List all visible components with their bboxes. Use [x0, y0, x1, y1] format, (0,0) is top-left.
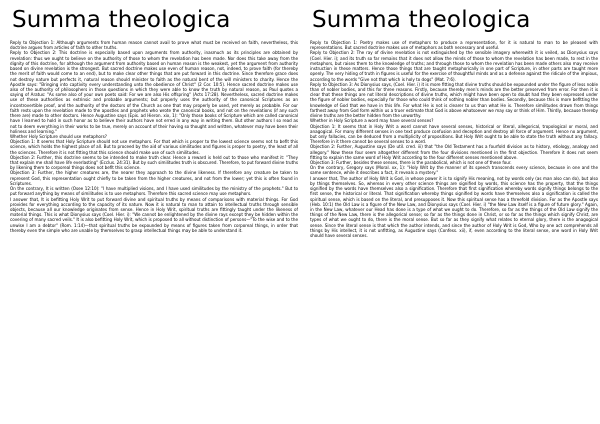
paragraph: Objection 3: Further, the higher creatures are, the nearer they approach to the divine likeness. If therefore any creature be taken to represent God, this representation ought chiefly to be taken from the higher creatures, and not from the lower; yet this is often found in Scriptures.: [10, 170, 298, 186]
page-body: [310, 40, 598, 238]
paragraph: Whether in Holy Scripture a word may have several senses?: [310, 118, 434, 124]
paragraph: I answer that, The author of Holy Writ is God, in whose power it is to signify His meaning, not by words only (as man also can do), but also by things themselves. So, whereas in every other science things are signified by words, this science has the property, that the things signified by the words have themselves also a signification. Therefore that first signification whereby words signify things belongs to the first sense, the historical or literal. That signification whereby things signified by words have themselves also a signification is called the spiritual sense, which is based on the literal, and presupposes it. Now this spiritual sense has a threefold division. For as the Apostle says (Heb. 10:1) the Old Law is a figure of the New Law, and Dionysius says (Coel. Hier. i) "the New Law itself is a figure of future glory." Again, in the New Law, whatever our Head has done is a type of what we ought to do. Therefore, so far as the things of the Old Law signify the things of the New Law, there is the allegorical sense; so far as the things done in Christ, or so far as the things which signify Christ, are types of what we ought to do, there is the moral sense. But so far as they signify what relates to eternal glory, there is the anagogical sense. Since the literal sense is that which the author intends, and since the author of Holy Writ is God, Who by one act comprehends all things by His intellect, it is not unfitting, as Augustine says (Confess. xii), if, even according to the literal sense, one word in Holy Writ should have several senses.: [310, 175, 598, 239]
page-title: Summa theologica: [312, 7, 531, 33]
page-body: [10, 40, 298, 233]
paragraph: Objection 2: Further, this doctrine seems to be intended to make truth clear. Hence a reward is held out to those who manifest it: "They that explain me shall have life everlasting" (Ecclus. 24:31). But by such similitudes truth is obscured. Therefore, to put forward divine truths by likening them to corporeal things does not befit this science.: [10, 154, 298, 171]
page-title: Summa theologica: [12, 7, 231, 33]
paragraph: On the contrary, Gregory says (Moral. xx, 1): "Holy Writ by the manner of its speech transcends every science, because in one and the same sentence, while it describes a fact, it reveals a mystery.": [310, 165, 598, 176]
paragraph: Objection 1: It seems that Holy Scripture should not use metaphors. For that which is proper to the lowest science seems not to befit this science, which holds the highest place of all. But to proceed by the aid of various similitudes and figures is proper to poetry, the least of all the sciences. Therefore it is not fitting that this science should make use of such similitudes.: [10, 139, 298, 155]
right-page: [310, 0, 598, 424]
paragraph: Objection 3: Further, besides these senses, there is the parabolical, which is not one of these four.: [310, 160, 512, 166]
paragraph: On the contrary, It is written (Osee 12:10): "I have multiplied visions, and I have used similitudes by the ministry of the prophets." But to put forward anything by means of similitudes is to use metaphors. Therefore this sacred science may use metaphors.: [10, 186, 298, 197]
paragraph: Reply to Objection 2: The ray of divine revelation is not extinguished by the sensible imagery wherewith it is veiled, as Dionysius says (Coel. Hier. i); and its truth so far remains that it does not allow the minds of those to whom the revelation has been made, to rest in the metaphors, but raises them to the knowledge of truths; and through those to whom the revelation has been made others also may receive instruction in these matters. Hence those things that are taught metaphorically in one part of Scripture, in other parts are taught more openly. The very hiding of truth in figures is useful for the exercise of thoughtful minds and as a defense against the ridicule of the impious, according to the words "Give not that which is holy to dogs" (Mat. 7:6).: [310, 50, 598, 82]
paragraph: Objection 2: Further, Augustine says (De util. cred. iii) that "the Old Testament has a fourfold division as to history, etiology, analogy and allegory." Now these four seem altogether different from the four divisions mentioned in the first objection. Therefore it does not seem fitting to explain the same word of Holy Writ according to the four different senses mentioned above.: [310, 144, 598, 160]
paragraph: I answer that, It is befitting Holy Writ to put forward divine and spiritual truths by means of comparisons with material things. For God provides for everything according to the capacity of its nature. Now it is natural to man to attain to intellectual truths through sensible objects, because all our knowledge originates from sense. Hence in Holy Writ, spiritual truths are fittingly taught under the likeness of material things. This is what Dionysius says (Coel. Hier. i): "We cannot be enlightened by the divine rays except they be hidden within the covering of many sacred veils." It is also befitting Holy Writ, which is proposed to all without distinction of persons—"To the wise and to the unwise I am a debtor" (Rom. 1:14)—that spiritual truths be expounded by means of figures taken from corporeal things, in order that thereby even the simple who are unable by themselves to grasp intellectual things may be able to understand it.: [10, 196, 298, 233]
paragraph: Whether Holy Scripture should use metaphors?: [10, 133, 107, 139]
paragraph: Reply to Objection 2: This doctrine is especially based upon arguments from authority, inasmuch as its principles are obtained by revelation: thus we ought to believe on the authority of those to whom the revelation has been made. Nor does this take away from the dignity of this doctrine, for although the argument from authority based on human reason is the weakest, yet the argument from authority based on divine revelation is the strongest. But sacred doctrine makes use even of human reason, not, indeed, to prove faith (for thereby the merit of faith would come to an end), but to make clear other things that are put forward in this doctrine. Since therefore grace does not destroy nature but perfects it, natural reason should minister to faith as the natural bent of the will ministers to charity. Hence the Apostle says: "Bringing into captivity every understanding unto the obedience of Christ" (2 Cor. 10:5). Hence sacred doctrine makes use also of the authority of philosophers in those questions in which they were able to know the truth by natural reason, as Paul quotes a saying of Aratus: "As some also of your own poets said: For we are also His offspring" (Acts 17:28). Nevertheless, sacred doctrine makes use of these authorities as extrinsic and probable arguments; but properly uses the authority of the canonical Scriptures as an incontrovertible proof, and the authority of the doctors of the Church as one that may properly be used, yet merely as probable. For our faith rests upon the revelation made to the apostles and prophets who wrote the canonical books, and not on the revelations (if any such there are) made to other doctors. Hence Augustine says (Epis. ad Hieron. xix, 1): "Only those books of Scripture which are called canonical have I learned to hold in such honor as to believe their authors have not erred in any way in writing them. But other authors I so read as not to deem everything in their works to be true, merely on account of their having so thought and written, whatever may have been their holiness and learning.": [10, 50, 298, 134]
paragraph: Objection 1: It seems that in Holy Writ a word cannot have several senses, historical or literal, allegorical, tropological or moral, and anagogical. For many different senses in one text produce confusion and deception and destroy all force of argument. Hence no argument, but only fallacies, can be deduced from a multiplicity of propositions. But Holy Writ ought to be able to state the truth without any fallacy. Therefore in it there cannot be several senses to a word.: [310, 123, 598, 145]
paragraph: Reply to Objection 3: As Dionysius says, (Coel. Hier. i) it is more fitting that divine truths should be expounded under the figure of less noble than of nobler bodies, and this for three reasons. Firstly, because thereby men's minds are the better preserved from error. For then it is clear that these things are not literal descriptions of divine truths, which might have been open to doubt had they been expressed under the figure of nobler bodies, especially for those who could think of nothing nobler than bodies. Secondly, because this is more befitting the knowledge of God that we have in this life. For what He is not is clearer to us than what He is. Therefore similitudes drawn from things farthest away from God form within us a truer estimate that God is above whatsoever we may say or think of Him. Thirdly, because thereby divine truths are the better hidden from the unworthy.: [310, 81, 598, 119]
left-page: [10, 0, 298, 424]
paragraph: Reply to Objection 1: Poetry makes use of metaphors to produce a representation, for it is natural to man to be pleased with representations. But sacred doctrine makes use of metaphors as both necessary and useful.: [310, 40, 598, 51]
paragraph: Reply to Objection 1: Although arguments from human reason cannot avail to prove what must be received on faith, nevertheless, this doctrine argues from articles of faith to other truths.: [10, 40, 298, 51]
